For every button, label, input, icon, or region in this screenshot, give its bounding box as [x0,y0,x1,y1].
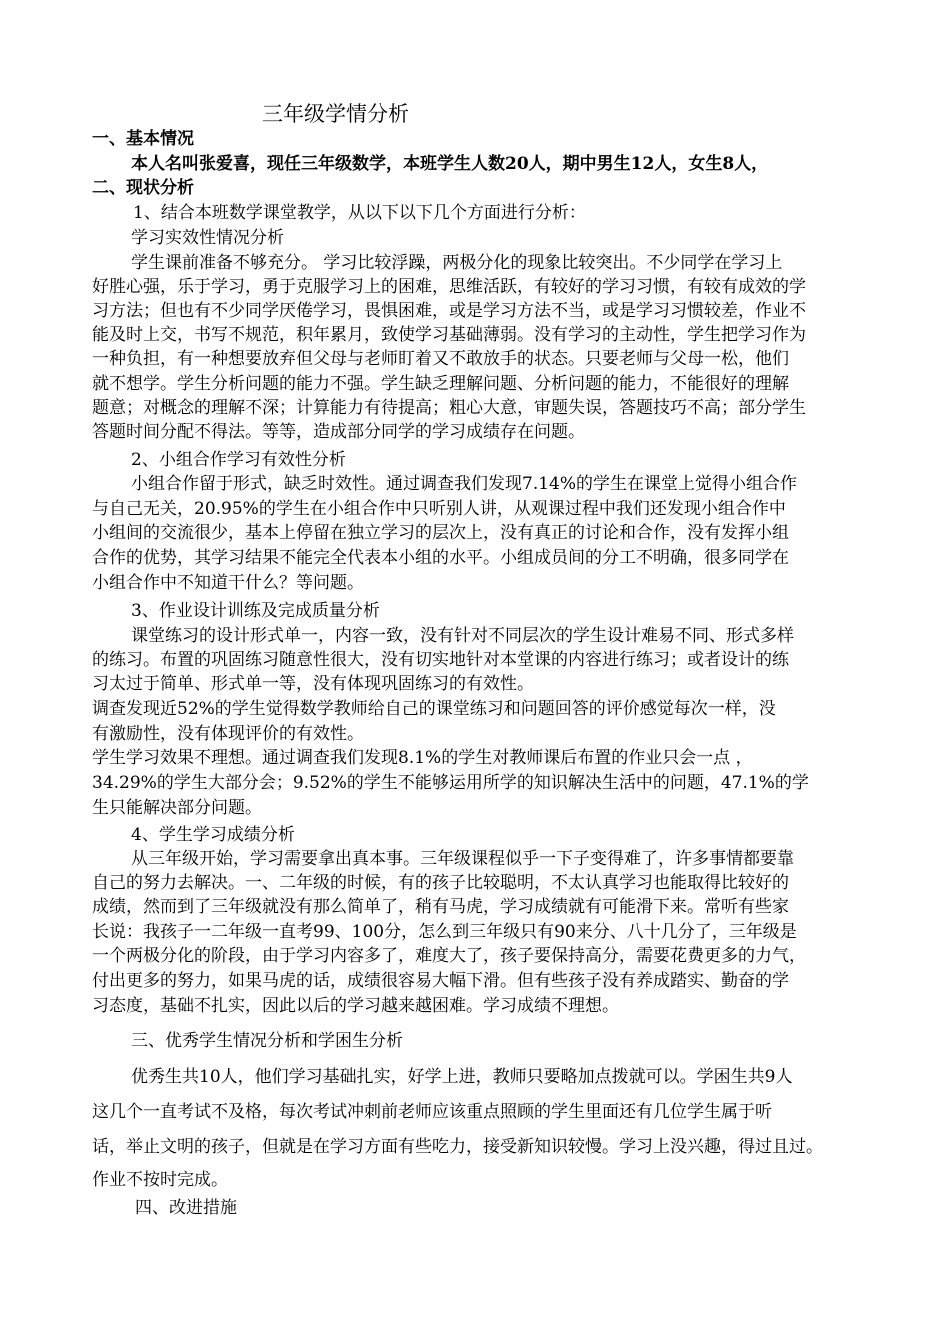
paragraph-line: 好胜心强，乐于学习，勇于克服学习上的困难，思维活跃，有较好的学习习惯，有较有成效的学 [92,277,806,297]
paragraph-line: 长说：我孩子一二年级一直考99、100分，怎么到三年级只有90来分、八十几分了，三年级是 [92,922,797,942]
paragraph-line: 能及时上交，书写不规范，积年累月，致使学习基础薄弱。没有学习的主动性，学生把学习作为 [92,325,806,345]
basic-info-text: 本人名叫张爱喜，现任三年级数学，本班学生人数20人，期中男生12人，女生8人， [131,154,769,174]
paragraph-line: 小组合作留于形式，缺乏时效性。通过调查我们发现7.14%的学生在课堂上觉得小组合作 [131,474,798,494]
subheading-learning-effectiveness: 学习实效性情况分析 [131,228,284,248]
paragraph-line: 一个两极分化的阶段，由于学习内容多了，难度大了，孩子要保持高分，需要花费更多的力气， [92,946,806,966]
paragraph-line: 有激励性，没有体现评价的有效性。 [92,724,364,744]
section-heading-student-analysis: 三、优秀学生情况分析和学困生分析 [131,1031,403,1051]
paragraph-line: 小组间的交流很少，基本上停留在独立学习的层次上，没有真正的讨论和合作，没有发挥小组 [92,523,789,543]
section-heading-status-analysis: 二、现状分析 [92,178,194,198]
paragraph-line: 优秀生共10人，他们学习基础扎实，好学上进，教师只要略加点拨就可以。学困生共9人 [131,1067,793,1087]
paragraph-line: 题意；对概念的理解不深；计算能力有待提高；粗心大意，审题失误，答题技巧不高；部分学生 [92,398,806,418]
paragraph-line: 付出更多的努力，如果马虎的话，成绩很容易大幅下滑。但有些孩子没有养成踏实、勤奋的学 [92,971,789,991]
paragraph-line: 习太过于简单、形式单一等，没有体现巩固练习的有效性。 [92,674,534,694]
paragraph-line: 自己的努力去解决。一、二年级的时候，有的孩子比较聪明，不太认真学习也能取得比较好的 [92,873,789,893]
subheading-grade-analysis: 4、学生学习成绩分析 [131,825,295,845]
paragraph-line: 作业不按时完成。 [92,1170,228,1190]
section-heading-basic-info: 一、基本情况 [92,129,194,149]
paragraph-line: 话，举止文明的孩子，但就是在学习方面有些吃力，接受新知识较慢。学习上没兴趣，得过且过。 [92,1137,823,1157]
paragraph-line: 合作的优势，其学习结果不能完全代表本小组的水平。小组成员间的分工不明确，很多同学在 [92,548,789,568]
paragraph-line: 的练习。布置的巩固练习随意性很大，没有切实地针对本堂课的内容进行练习；或者设计的练 [92,650,789,670]
paragraph-line: 调查发现近52%的学生觉得数学教师给自己的课堂练习和问题回答的评价感觉每次一样，没 [92,699,776,719]
document-title: 三年级学情分析 [262,102,409,126]
status-analysis-intro: 1、结合本班数学课堂教学，从以下以下几个方面进行分析： [133,203,586,223]
subheading-homework-quality: 3、作业设计训练及完成质量分析 [131,601,380,621]
paragraph-line: 成绩，然而到了三年级就没有那么简单了，稍有马虎，学习成绩就有可能滑下来。常听有些家 [92,897,789,917]
paragraph-line: 学生课前准备不够充分。 学习比较浮躁，两极分化的现象比较突出。不少同学在学习上 [131,253,783,273]
subheading-group-cooperation: 2、小组合作学习有效性分析 [131,450,346,470]
paragraph-line: 从三年级开始，学习需要拿出真本事。三年级课程似乎一下子变得难了，许多事情都要靠 [131,849,794,869]
paragraph-line: 这几个一直考试不及格，每次考试冲刺前老师应该重点照顾的学生里面还有几位学生属于听 [92,1102,772,1122]
paragraph-line: 习方法；但也有不少同学厌倦学习，畏惧困难，或是学习方法不当，或是学习习惯较差，作业不 [92,301,806,321]
paragraph-line: 习态度，基础不扎实，因此以后的学习越来越困难。学习成绩不理想。 [92,996,619,1016]
paragraph-line: 小组合作中不知道干什么？等问题。 [92,573,364,593]
section-heading-improvement-measures: 四、改进措施 [135,1198,237,1218]
paragraph-line: 生只能解决部分问题。 [92,798,262,818]
paragraph-line: 就不想学。学生分析问题的能力不强。学生缺乏理解问题、分析问题的能力，不能很好的理解 [92,374,789,394]
paragraph-line: 一种负担，有一种想要放弃但父母与老师盯着又不敢放手的状态。只要老师与父母一松，他们 [92,349,789,369]
paragraph-line: 与自己无关，20.95%的学生在小组合作中只听别人讲，从观课过程中我们还发现小组合作中 [92,499,786,519]
paragraph-line: 课堂练习的设计形式单一，内容一致，没有针对不同层次的学生设计难易不同、形式多样 [131,626,794,646]
paragraph-line: 学生学习效果不理想。通过调查我们发现8.1%的学生对教师课后布置的作业只会一点 ， [92,748,753,768]
paragraph-line: 答题时间分配不得法。等等，造成部分同学的学习成绩存在问题。 [92,422,585,442]
paragraph-line: 34.29%的学生大部分会；9.52%的学生不能够运用所学的知识解决生活中的问题，47.1%的学 [92,773,809,793]
